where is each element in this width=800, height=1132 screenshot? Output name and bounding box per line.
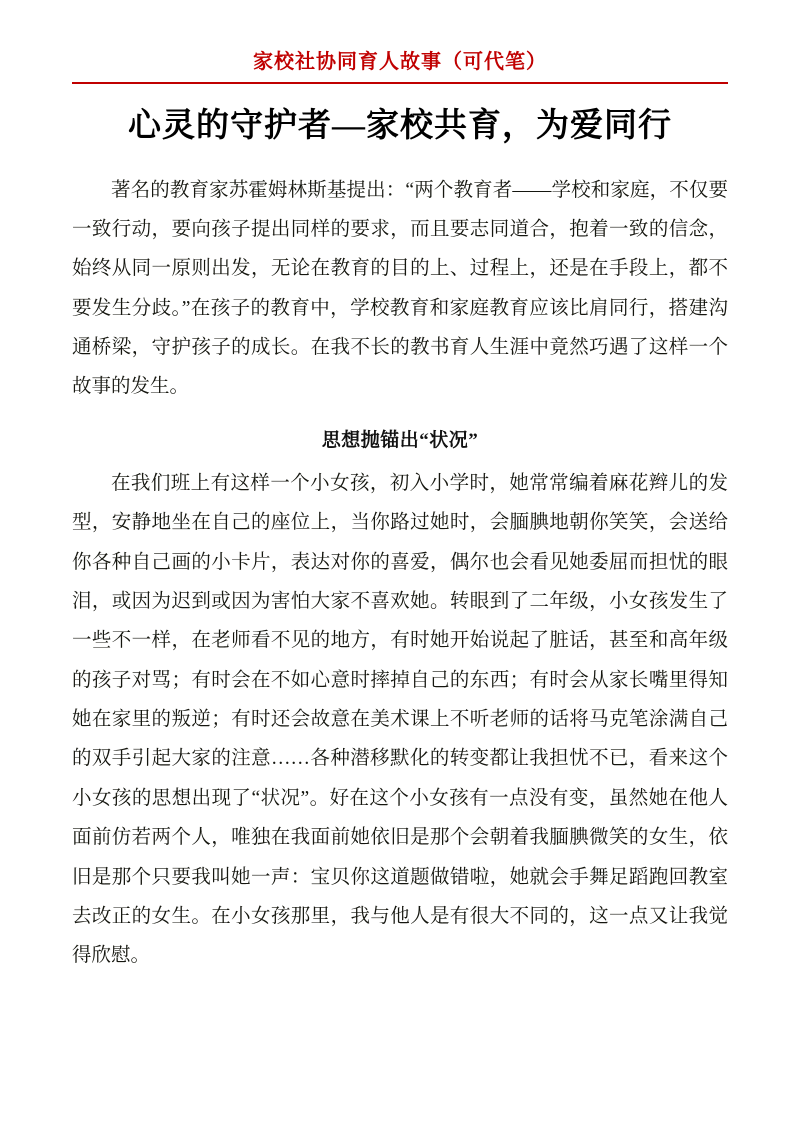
header-divider [72, 82, 728, 84]
section-heading: 思想抛锚出“状况” [321, 429, 479, 451]
document-header-title: 家校社协同育人故事（可代笔） [253, 51, 547, 73]
paragraph-section-1: 在我们班上有这样一个小女孩，初入小学时，她常常编着麻花辫儿的发型，安静地坐在自己的座位上，当你路过她时，会腼腆地朝你笑笑，会送给你各种自己画的小卡片，表达对你的喜爱，偶尔也会看见她委屈而担忧的眼泪，或因为迟到或因为害怕大家不喜欢她。转眼到了二年级，小女孩发生了一些不一样，在老师看不见的地方，有时她开始说起了脏话，甚至和高年级的孩子对骂；有时会在不如心意时摔掉自己的东西；有时会从家长嘴里得知她在家里的叛逆；有时还会故意在美术课上不听老师的话将马克笔涂满自己的双手引起大家的注意……各种潜移默化的转变都让我担忧不已，看来这个小女孩的思想出现了“状况”。好在这个小女孩有一点没有变，虽然她在他人面前仿若两个人，唯独在我面前她依旧是那个会朝着我腼腆微笑的女生，依旧是那个只要我叫她一声：宝贝你这道题做错啦，她就会手舞足蹈跑回教室去改正的女生。在小女孩那里，我与他人是有很大不同的，这一点又让我觉得欣慰。 [72, 472, 728, 967]
paragraph-intro: 著名的教育家苏霍姆林斯基提出：“两个教育者——学校和家庭，不仅要一致行动，要向孩子提出同样的要求，而且要志同道合，抱着一致的信念，始终从同一原则出发，无论在教育的目的上、过程上，还是在手段上，都不要发生分歧。”在孩子的教育中，学校教育和家庭教育应该比肩同行，搭建沟通桥梁，守护孩子的成长。在我不长的教书育人生涯中竟然巧遇了这样一个故事的发生。 [72, 179, 728, 398]
page-title: 心灵的守护者—家校共育，为爱同行 [128, 108, 672, 144]
